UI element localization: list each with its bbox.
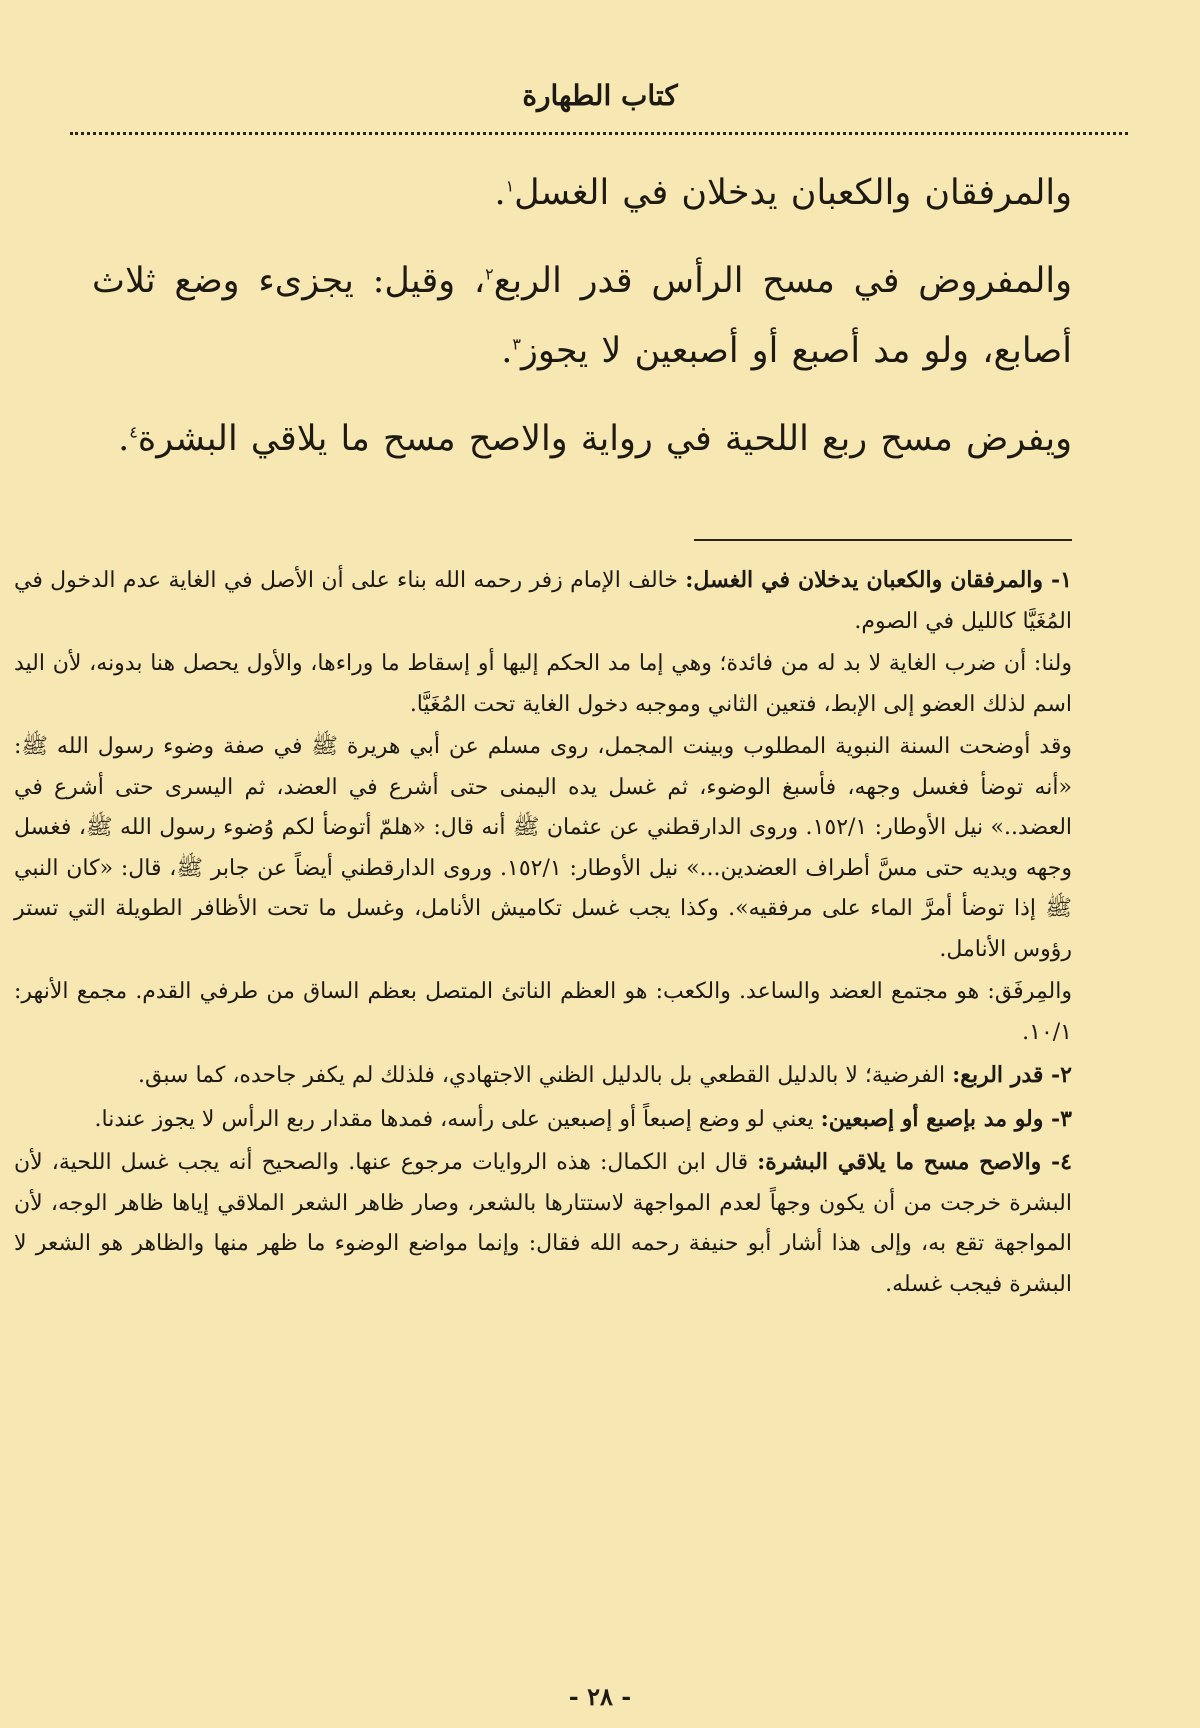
footnote-1-continuation-1-body: ولنا: أن ضرب الغاية لا بد له من فائدة؛ وهي إما مد الحكم إليها أو إسقاط ما وراءها، والأول يحصل هنا بدونه، لأن اليد اسم لذلك العضو إلى الإبط، فتعين الثاني وموجبه دخول الغاية تحت المُغَيَّا. [14,651,1072,717]
footnote-2 [14,1055,1072,1097]
page-number: - ٢٨ - [568,1682,632,1711]
footnote-1-head: ١- والمرفقان والكعبان يدخلان في الغسل: [685,567,1072,593]
footnote-4-body: قال ابن الكمال: هذه الروايات مرجوع عنها. والصحيح أنه يجب غسل اللحية، لأن البشرة خرجت من أن يكون وجهاً لعدم المواجهة لاستتارها بالشعر، وصار ظاهر الشعر الملاقي إياها ظاهر الوجه، لأن المواجهة تقع به، وإلى هذا أشار أبو حنيفة رحمه الله فقال: وإنما مواضع الوضوء ما ظهر منها والظاهر هو الشعر لا البشرة فيجب غسله. [14,1150,1072,1297]
footnote-ref-4: ٤ [129,422,138,442]
footnote-1-body: خالف الإمام زفر رحمه الله بناء على أن الأصل في الغاية عدم الدخول في المُغَيَّا كالليل في الصوم. [14,568,1072,634]
main-paragraph-3-text: ويفرض مسح ربع اللحية في رواية والاصح مسح ما يلاقي البشرة [137,419,1072,459]
footnote-separator [694,539,1072,541]
footnote-1-continuation-1 [14,644,1072,725]
footnote-1-continuation-2-body: وقد أوضحت السنة النبوية المطلوب وبينت المجمل، روى مسلم عن أبي هريرة ﷺ في صفة وضوء رسول الله ﷺ: «أنه توضأ فغسل وجهه، فأسبغ الوضوء، ثم غسل يده اليمنى حتى أشرع في العضد، ثم اليسرى حتى أشرع في العضد..» نيل الأوطار: ١٥٢/١. وروى الدارقطني عن عثمان ﷺ أنه قال: «هلمّ أتوضأ لكم وُضوء رسول الله ﷺ، فغسل وجهه ويديه حتى مسَّ أطراف العضدين...» نيل الأوطار: ١٥٢/١. وروى الدارقطني أيضاً عن جابر ﷺ، قال: «كان النبي ﷺ إذا توضأ أمرَّ الماء على مرفقيه». وكذا يجب غسل تكاميش الأنامل، وغسل ما تحت الأظافر الطويلة التي تستر رؤوس الأنامل. [14,734,1073,962]
footnote-3 [14,1099,1072,1141]
main-paragraph-1-text: والمرفقان والكعبان يدخلان في الغسل [514,173,1072,213]
main-paragraph-2-tail-2: . [501,331,513,371]
main-paragraph-1-tail: . [494,173,506,213]
footnote-3-body: يعني لو وضع إصبعاً أو إصبعين على رأسه، فمدها مقدار ربع الرأس لا يجوز عندنا. [94,1106,821,1132]
main-paragraph-2-text: والمفروض في مسح الرأس قدر الربع [493,261,1072,301]
main-paragraph-3 [92,404,1072,474]
footnotes [14,560,1072,1305]
footnote-ref-1: ١ [505,176,515,196]
footnote-4 [14,1142,1072,1305]
footnote-3-head: ٣- ولو مد بإصبع أو إصبعين: [820,1105,1072,1132]
footnote-2-head: ٢- قدر الربع: [952,1062,1072,1088]
main-paragraph-3-tail: . [118,419,130,459]
footnote-ref-3: ٣ [512,334,521,354]
running-header: كتاب الطهارة [522,79,678,112]
footnote-1 [14,560,1072,642]
footnote-1-continuation-3 [14,972,1072,1053]
footnote-1-continuation-2 [14,727,1072,970]
footnote-4-head: ٤- والاصح مسح ما يلاقي البشرة: [757,1149,1072,1175]
main-paragraph-1 [92,158,1072,228]
footnote-1-continuation-3-body: والمِرفَق: هو مجتمع العضد والساعد. والكعب: هو العظم الناتئ المتصل بعظم الساق من طرفي القدم. مجمع الأنهر: ١٠/١. [14,979,1072,1045]
main-paragraph-2 [92,246,1072,386]
main-text [92,158,1072,474]
main-paragraph-2-tail: ، وقيل: يجزىء وضع ثلاث أصابع، ولو مد أصبع أو أصبعين لا يجوز [92,261,1072,371]
header-dotted-rule [70,132,1128,135]
footnote-ref-2: ٢ [485,264,494,284]
footnote-2-body: الفرضية؛ لا بالدليل القطعي بل بالدليل الظني الاجتهادي، فلذلك لم يكفر جاحده، كما سبق. [138,1063,953,1088]
